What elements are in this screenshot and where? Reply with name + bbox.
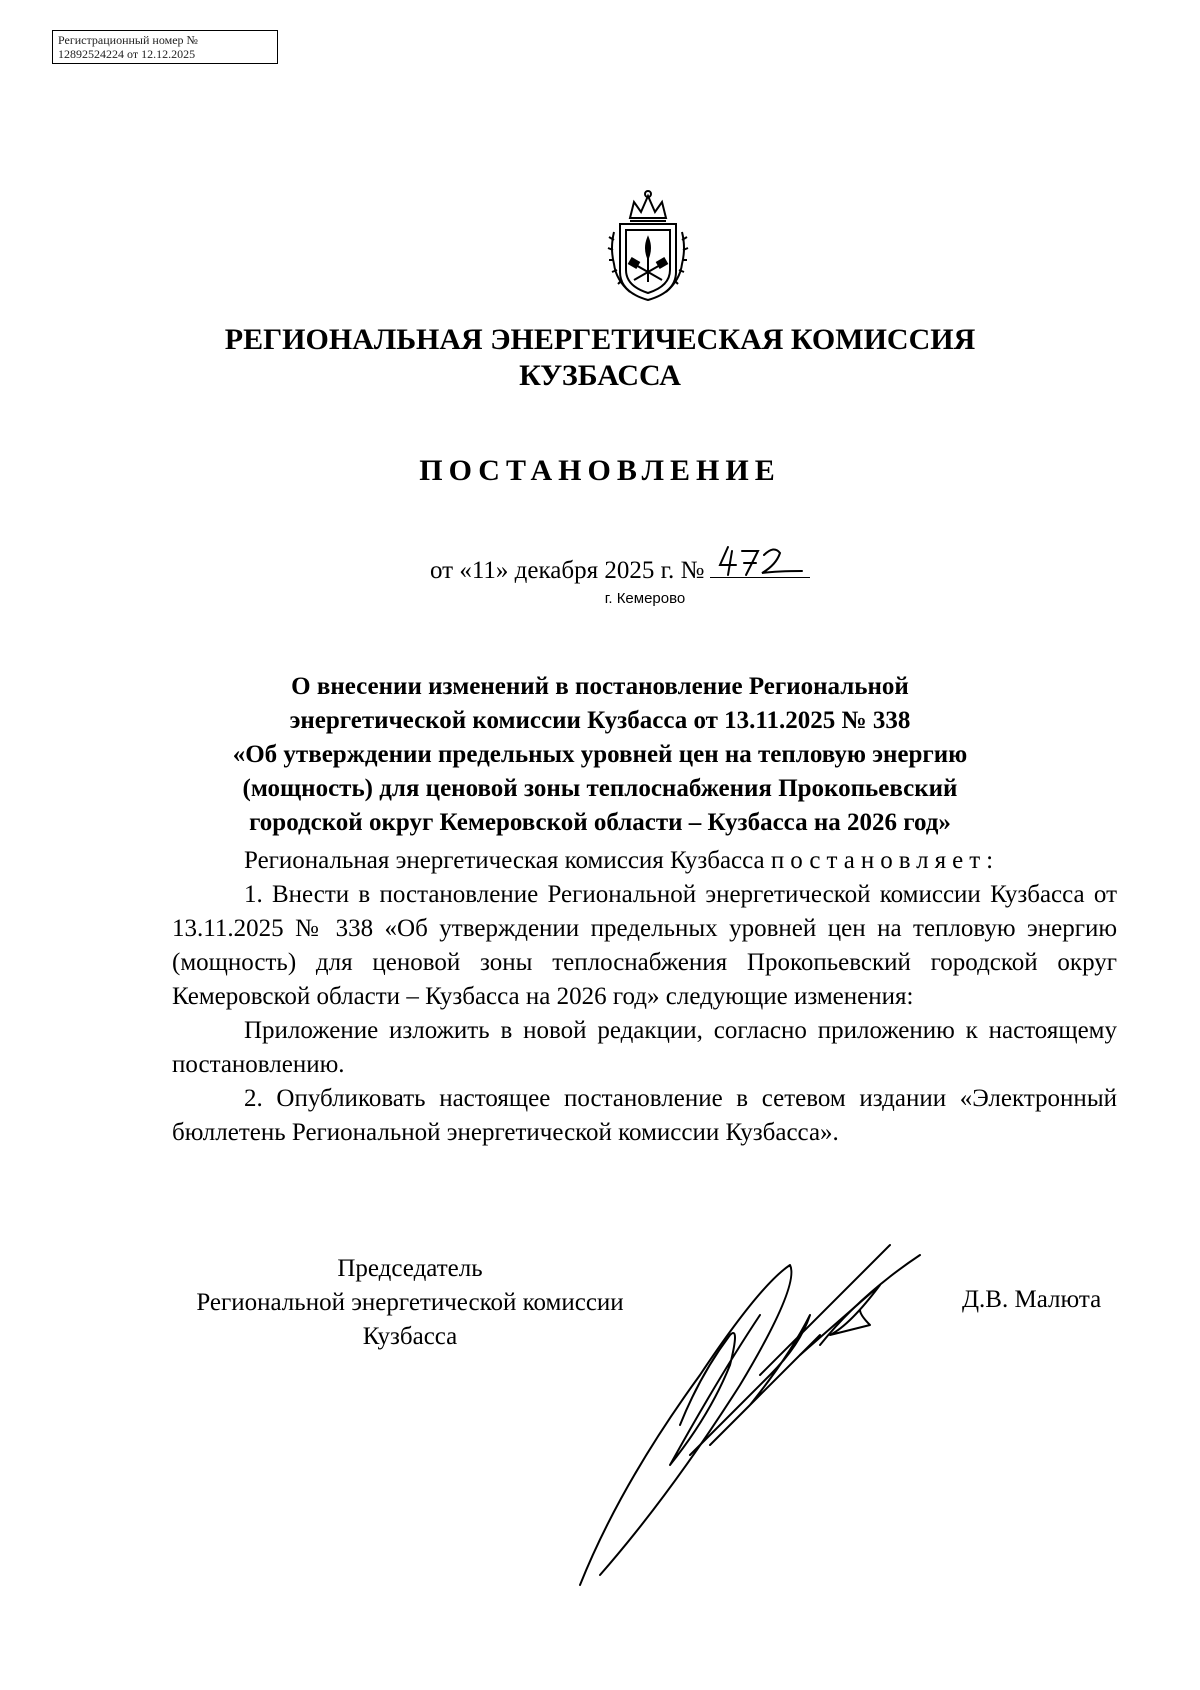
city-label: г. Кемерово [604,590,686,607]
registration-stamp-line2: 12892524224 от 12.12.2025 [58,47,196,61]
document-type-title: ПОСТАНОВЛЕНИЕ [419,454,781,487]
position-line2: Региональной энергетической комиссии [196,1289,624,1316]
handwritten-signature-icon [560,1225,1000,1595]
intro-paragraph [172,844,1117,878]
date-number-line [430,553,810,585]
subject-line3: «Об утверждении предельных уровней цен на тепловую энергию [232,741,968,768]
intro-text: Региональная энергетическая комиссия Кузбасса [244,847,765,874]
document-subject [200,670,1000,840]
document-body [172,844,1117,1150]
subject-line1: О внесении изменений в постановление Региональной [291,673,909,700]
registration-stamp [52,30,278,64]
kuzbass-coat-of-arms-icon [600,188,696,304]
resolves-word: постановляет: [770,847,1000,874]
signatory-name: Д.В. Малюта [962,1286,1102,1313]
subject-line2: энергетической комиссии Кузбасса от 13.11.2025 № 338 [289,707,911,734]
subject-line4: (мощность) для ценовой зоны теплоснабжения Прокопьевский [242,775,958,802]
registration-stamp-line1: Регистрационный номер № [58,33,198,47]
organization-name-line2: КУЗБАССА [519,359,681,392]
handwritten-number-472-icon [718,541,808,581]
paragraph-1: 1. Внести в постановление Региональной энергетической комиссии Кузбасса от 13.11.2025 № 338 «Об утверждении предельных уровней цен на тепловую энергию (мощность) для ценовой зоны теплоснабжения Прокопьевский городской округ Кемеровской области – Кузбасса на 2026 год» следующие изменения: [172,881,1117,1010]
document-number-field [710,553,810,578]
organization-name [0,322,1200,394]
subject-line5: городской округ Кемеровской области – Кузбасса на 2026 год» [249,809,951,836]
paragraph-2: 2. Опубликовать настоящее постановление в сетевом издании «Электронный бюллетень Региональной энергетической комиссии Кузбасса». [172,1085,1117,1146]
position-line3: Кузбасса [362,1323,458,1350]
paragraph-appendix: Приложение изложить в новой редакции, согласно приложению к настоящему постановлению. [172,1017,1117,1078]
date-text: от «11» декабря 2025 г. № [430,557,705,584]
organization-name-line1: РЕГИОНАЛЬНАЯ ЭНЕРГЕТИЧЕСКАЯ КОМИССИЯ [224,323,976,356]
position-line1: Председатель [337,1255,483,1282]
